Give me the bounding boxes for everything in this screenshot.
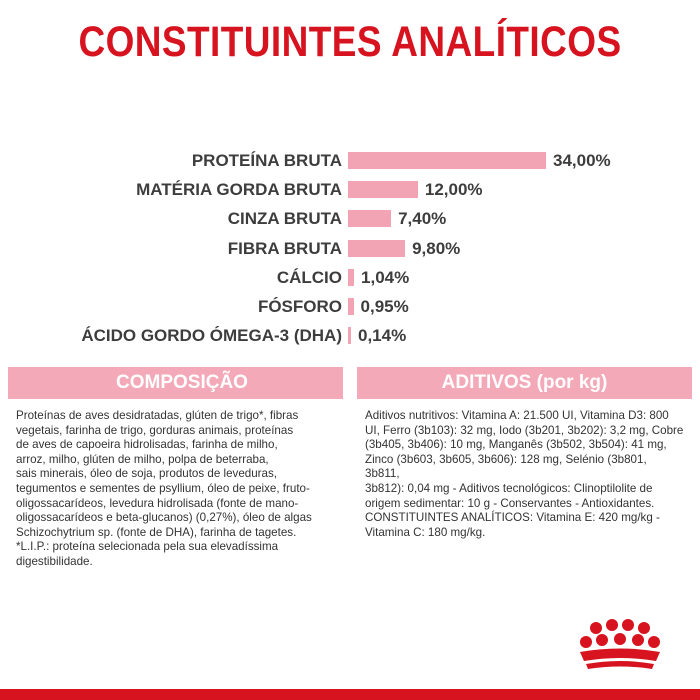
composition-text: Proteínas de aves desidratadas, glúten de trigo*, fibras vegetais, farinha de trigo, gorduras animais, proteínas de aves de capoeira hidrolisadas, farinha de milho, arroz, milho, glúten de milho, polpa de beterraba, sais minerais, óleo de soja, produtos de leveduras, tegumentos e sementes de psyllium, óleo de peixe, fruto- oligossacarídeos, levedura hidrolisada (fonte de mano- oligossacarídeos e beta-glucanos) (0,27%), óleo de algas Schizochytrium sp. (fonte de DHA), farinha de tagetes. *L.I.P.: proteína selecionada pela sua elevadíssima digestibilidade. bbox=[16, 409, 312, 568]
analytics-bar bbox=[348, 240, 405, 257]
composition-panel bbox=[8, 399, 343, 599]
analytics-row bbox=[0, 263, 700, 292]
analytics-bar bbox=[348, 269, 354, 286]
analytics-label: FIBRA BRUTA bbox=[227, 238, 342, 258]
analytics-bar bbox=[348, 152, 546, 169]
analytics-value: 34,00% bbox=[553, 151, 611, 170]
additives-heading-label: ADITIVOS (por kg) bbox=[441, 372, 608, 393]
analytics-value: 1,04% bbox=[361, 267, 410, 287]
analytics-row bbox=[0, 321, 700, 350]
analytics-label: PROTEÍNA BRUTA bbox=[191, 151, 342, 170]
additives-text: Aditivos nutritivos: Vitamina A: 21.500 UI, Vitamina D3: 800 UI, Ferro (3b103): 32 mg, Iodo (3b201, 3b202): 3,2 mg, Cobre (3b405, 3b406): 10 mg, Manganês (3b502, 3b504): 41 mg, Zinco (3b603, 3b605, 3b606): 128 mg, Selénio (3b801, 3b811, 3b812): 0,04 mg - Aditivos tecnológicos: Clinoptilolite de origem sedimentar: 10 g - Conservantes - Antioxidantes. CONSTITUINTES ANALÍTICOS: Vitamina E: 420 mg/kg - Vitamina C: 180 mg/kg. bbox=[365, 409, 684, 539]
footer-bar bbox=[0, 689, 700, 700]
analytics-value: 0,95% bbox=[360, 297, 409, 316]
analytics-bar bbox=[348, 181, 418, 198]
analytics-row bbox=[0, 146, 700, 175]
analytics-row bbox=[0, 234, 700, 263]
additives-heading bbox=[357, 367, 692, 399]
analytics-bar bbox=[348, 210, 391, 227]
analytics-bar bbox=[348, 327, 351, 344]
analytics-label: MATÉRIA GORDA BRUTA bbox=[136, 180, 342, 200]
analytics-value: 7,40% bbox=[398, 209, 447, 229]
analytics-label: CÁLCIO bbox=[276, 267, 342, 287]
analytics-label: CINZA BRUTA bbox=[227, 209, 342, 229]
analytics-bar bbox=[348, 298, 354, 315]
analytics-value: 0,14% bbox=[358, 326, 407, 346]
analytics-value: 9,80% bbox=[412, 238, 461, 258]
analytics-row bbox=[0, 204, 700, 233]
analytics-value: 12,00% bbox=[424, 180, 483, 200]
analytics-row bbox=[0, 292, 700, 321]
page-title: CONSTITUINTES ANALÍTICOS bbox=[78, 18, 622, 66]
royal-canin-crown-icon bbox=[574, 619, 664, 675]
analytics-label: ÁCIDO GORDO ÓMEGA-3 (DHA) bbox=[81, 326, 342, 346]
composition-heading bbox=[8, 367, 343, 399]
additives-panel bbox=[357, 399, 692, 599]
composition-heading-label: COMPOSIÇÃO bbox=[116, 372, 248, 393]
analytics-row bbox=[0, 175, 700, 204]
analytics-label: FÓSFORO bbox=[257, 297, 342, 316]
